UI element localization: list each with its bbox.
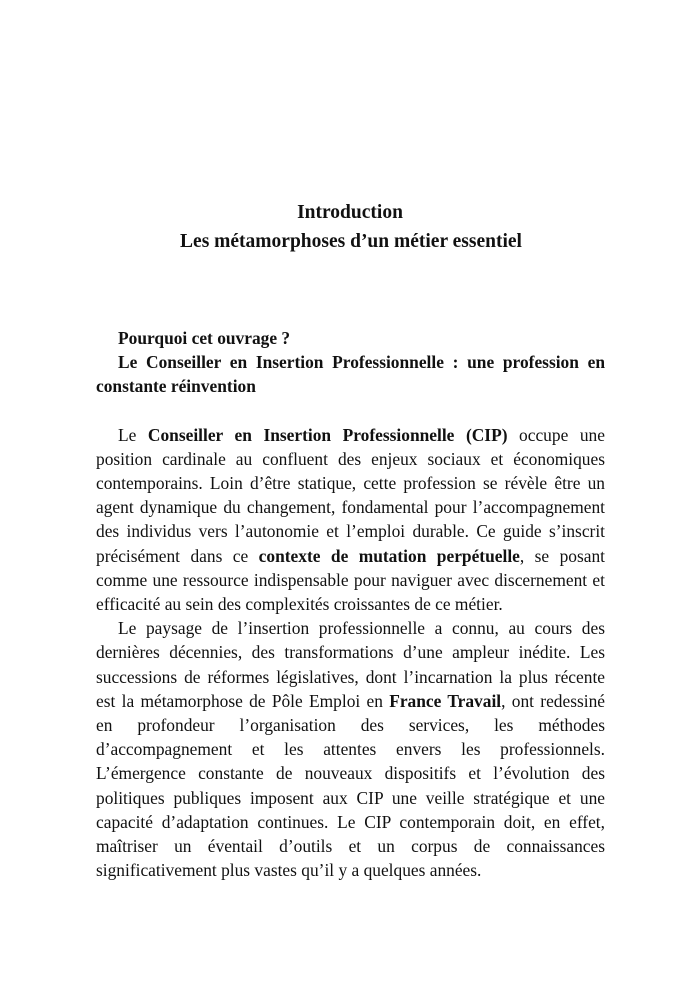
chapter-title: Introduction — [297, 202, 403, 223]
paragraph-2-emphasis-france-travail: France Travail — [389, 690, 502, 711]
body-text — [96, 326, 605, 882]
paragraph-2 — [96, 616, 605, 882]
paragraph-1-text-3: , se posant comme une ressource indispensable pour naviguer avec discernement et efficacité au sein des complexités croissantes de ce métier. — [96, 545, 605, 615]
paragraph-spacer — [96, 399, 605, 423]
paragraph-1-emphasis-cip: Conseiller en Insertion Professionnelle (CIP) — [147, 424, 508, 445]
chapter-subtitle: Les métamorphoses d’un métier essentiel — [180, 231, 522, 252]
paragraph-2-text-2: , ont redessiné en profondeur l’organisation des services, les méthodes d’accompagnement et les attentes envers les professionnels. L’émergence constante de nouveaux dispositifs et l’évolution des politiques publiques imposent aux CIP une veille stratégique et une capacité d’adaptation continues. Le CIP contemporain doit, en effet, maîtriser un éventail d’outils et un corpus de connaissances significativement plus vastes qu’il y a quelques années. — [96, 690, 605, 881]
paragraph-1 — [96, 423, 605, 617]
section-lead: Le Conseiller en Insertion Professionnelle : une profession en constante réinvention — [96, 352, 605, 397]
paragraph-1-emphasis-mutation: contexte de mutation perpétuelle — [258, 545, 520, 566]
paragraph-2-text-1: Le paysage de l’insertion professionnelle a connu, au cours des dernières décennies, des transformations d’une ampleur inédite. Les successions de réformes législatives, dont l’incarnation la plus récente est la métamorphose de Pôle Emploi en — [96, 618, 605, 711]
chapter-heading — [0, 198, 700, 256]
section-question: Pourquoi cet ouvrage ? — [118, 328, 291, 348]
paragraph-1-text-1: Le — [118, 424, 148, 445]
paragraph-1-text-2: occupe une position cardinale au confluent des enjeux sociaux et économiques contemporains. Loin d’être statique, cette profession se révèle être un agent dynamique du changement, fondamental pour l’accompagnement des individus vers l’autonomie et l’emploi durable. Ce guide s’inscrit précisément dans ce — [96, 424, 605, 566]
